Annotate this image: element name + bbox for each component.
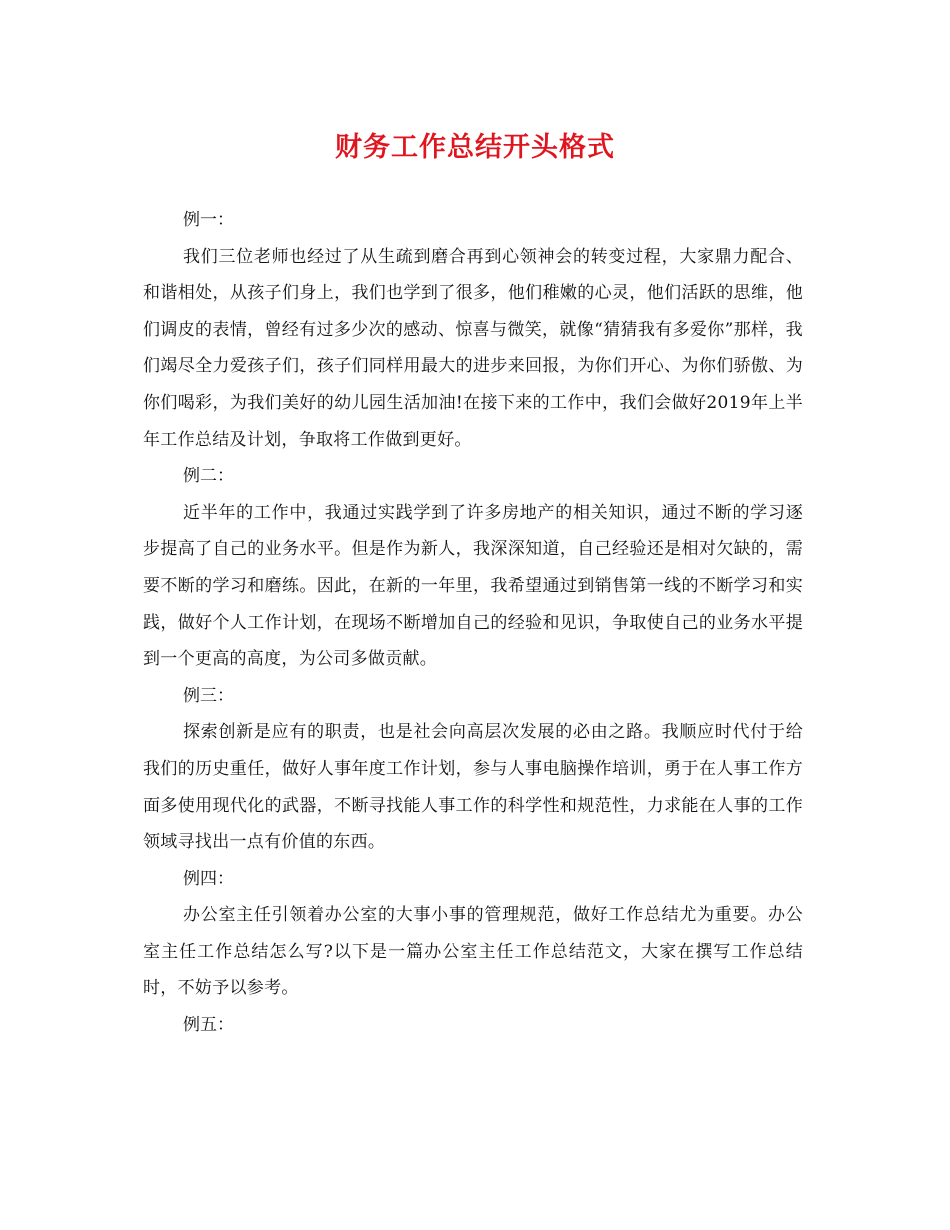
section-paragraph-1: 我们三位老师也经过了从生疏到磨合再到心领神会的转变过程，大家鼎力配合、和谐相处，从孩子们身上，我们也学到了很多，他们稚嫩的心灵，他们活跃的思维，他们调皮的表情，曾经有过多少次的感动、惊喜与微笑，就像“猜猜我有多爱你”那样，我们竭尽全力爱孩子们，孩子们同样用最大的进步来回报，为你们开心、为你们骄傲、为你们喝彩，为我们美好的幼儿园生活加油!在接下来的工作中，我们会做好2019年上半年工作总结及计划，争取将工作做到更好。 (143, 246, 803, 450)
section-label-1: 例一： (183, 210, 234, 230)
section-paragraph-2: 近半年的工作中，我通过实践学到了许多房地产的相关知识，通过不断的学习逐步提高了自己的业务水平。但是作为新人，我深深知道，自己经验还是相对欠缺的，需要不断的学习和磨练。因此，在新的一年里，我希望通过到销售第一线的不断学习和实践，做好个人工作计划，在现场不断增加自己的经验和见识，争取使自己的业务水平提到一个更高的高度，为公司多做贡献。 (143, 502, 803, 670)
section-label-3: 例三： (183, 685, 234, 706)
document-body (143, 202, 803, 1044)
section-label-5: 例五： (183, 1015, 234, 1036)
section-paragraph-3: 探索创新是应有的职责，也是社会向高层次发展的必由之路。我顺应时代付于给我们的历史重任，做好人事年度工作计划，参与人事电脑操作培训，勇于在人事工作方面多使用现代化的武器，不断寻找能人事工作的科学性和规范性，力求能在人事的工作领域寻找出一点有价值的东西。 (143, 722, 803, 853)
section-paragraph-4: 办公室主任引领着办公室的大事小事的管理规范，做好工作总结尤为重要。办公室主任工作总结怎么写?以下是一篇办公室主任工作总结范文，大家在撰写工作总结时，不妨予以参考。 (143, 905, 803, 999)
section-label-2: 例二： (183, 466, 234, 487)
section-label-4: 例四： (183, 868, 234, 889)
page-title: 财务工作总结开头格式 (335, 132, 615, 163)
